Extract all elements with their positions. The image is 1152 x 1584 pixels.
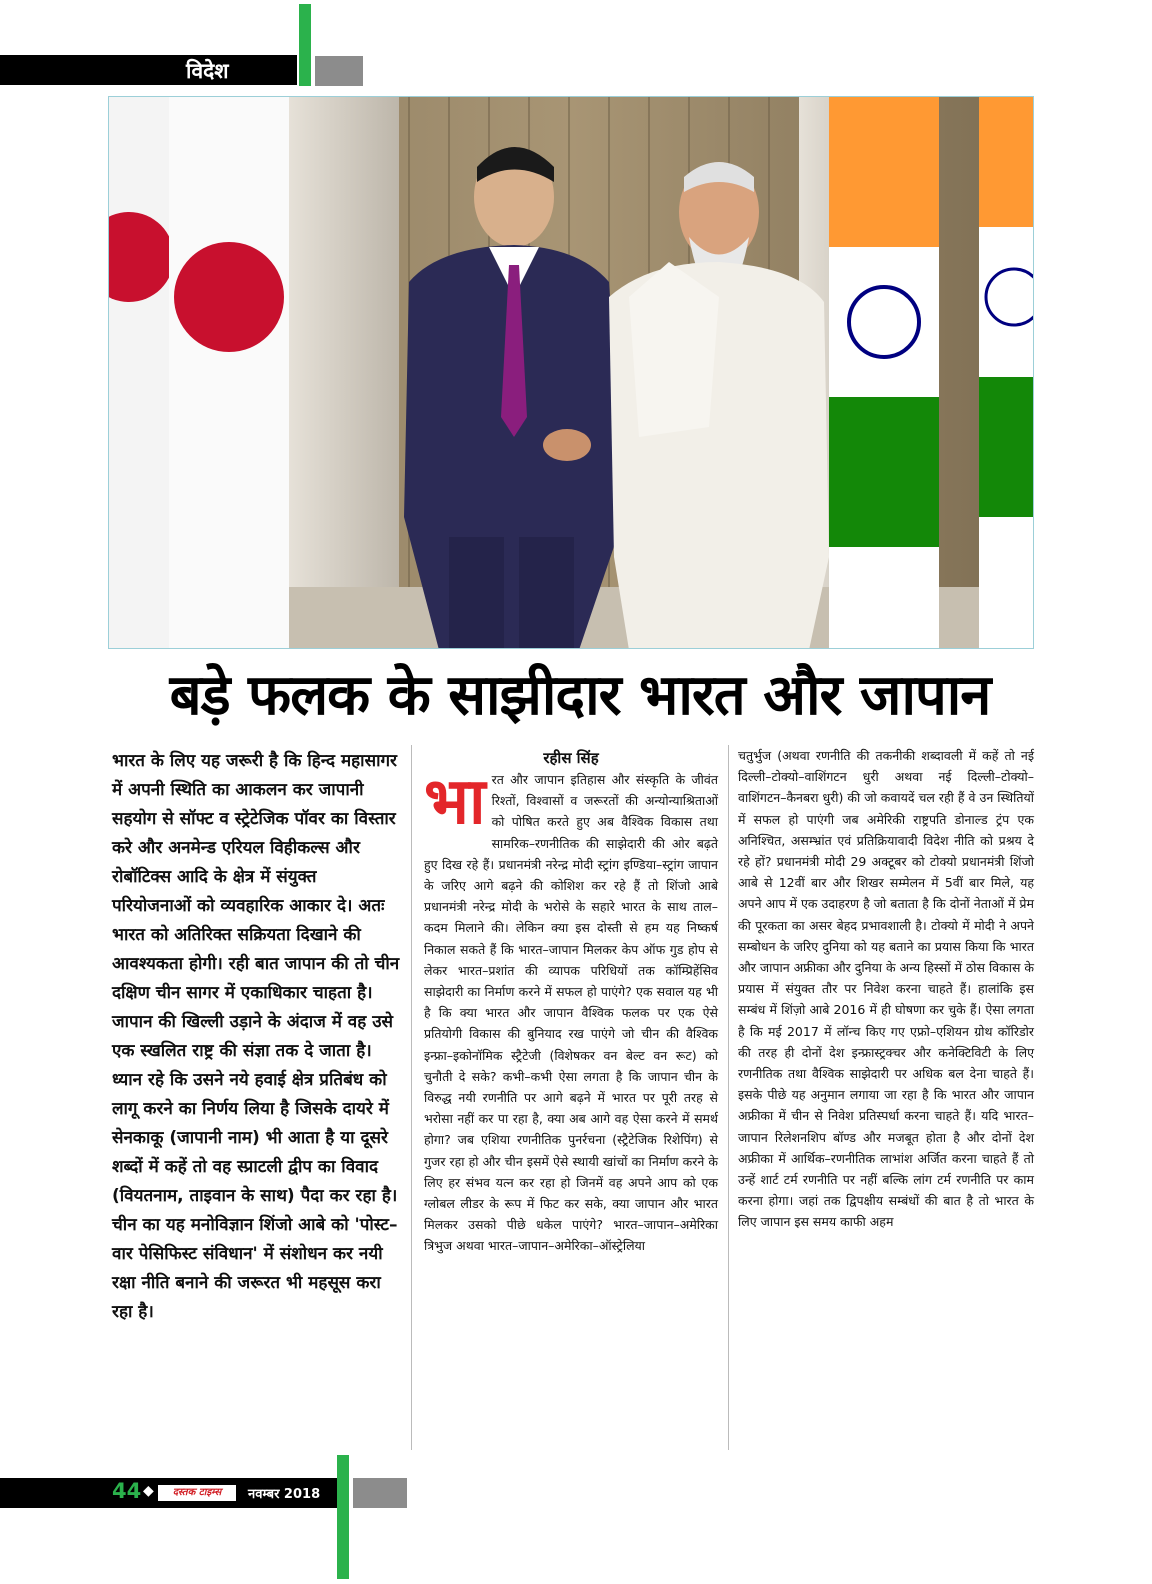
body-text-1: रत और जापान इतिहास और संस्कृति के जीवंत रिश्तों, विश्वासों व जरूरतों की अन्योन्याश्रिताओं को पोषित करते हुए अब वैश्विक विकास तथा सामरिक–रणनीतिक की साझेदारी की ओर बढ़ते हुए दिख रहे हैं। प्रधानमंत्री नरेन्द्र मोदी स्ट्रांग इण्डिया–स्ट्रांग जापान के जरिए आगे बढ़ने की कोशिश कर रहे हैं तो शिंजो आबे प्रधानमंत्री नरेन्द्र मोदी के भरोसे के सहारे भारत के साथ ताल–कदम मिलाने की। लेकिन क्या इस दोस्ती से हम यह निष्कर्ष निकाल सकते हैं कि भारत–जापान मिलकर केप ऑफ गुड होप से लेकर भारत–प्रशांत की व्यापक परिधियों तक कॉम्प्रिहेंसिव साझेदारी का निर्माण करने में सफल हो पाएंगे? एक सवाल यह भी है कि क्या भारत और जापान वैश्विक फलक पर एक ऐसे प्रतियोगी विकास की बुनियाद रख पाएंगे जो चीन की वैश्विक इन्फ्रा–इकोनॉमिक स्ट्रैटेजी (विशेषकर वन बेल्ट वन रूट) को चुनौती दे सके? कभी–कभी ऐसा लगता है कि जापान चीन के विरुद्ध नयी रणनीति पर आगे बढ़ने में भारत पर पूरी तरह से भरोसा नहीं कर पा रहा है, क्या अब आगे वह ऐसा करने में समर्थ होगा? जब एशिया रणनीतिक पुनर्रचना (स्ट्रैटेजिक रिशेपिंग) से गुजर रहा हो और चीन इसमें ऐसे स्थायी खांचों का निर्माण करने के लिए हर संभव यत्न कर रहा हो जिनमें वह अपने आप को एक ग्लोबल लीडर के रूप में फिट कर सके, क्या जापान और भारत मिलकर उसको पीछे धकेल पाएंगे? भारत–जापान–अमेरिका त्रिभुज अथवा भारत–जापान–अमेरिका–ऑस्ट्रेलिया bbox=[424, 772, 718, 1254]
column-divider bbox=[728, 745, 729, 1450]
section-header-bar bbox=[0, 55, 297, 85]
section-label: विदेश bbox=[186, 59, 229, 83]
article-photo bbox=[108, 96, 1034, 649]
drop-cap: भा bbox=[424, 765, 486, 839]
page-number: 44 bbox=[112, 1479, 142, 1503]
intro-column bbox=[112, 747, 400, 1327]
body-column-1 bbox=[424, 747, 718, 1257]
photo-handshake-illustration bbox=[109, 97, 1034, 649]
column-divider bbox=[411, 745, 412, 1450]
issue-date: नवम्बर 2018 bbox=[248, 1487, 321, 1502]
body-text-2: चतुर्भुज (अथवा रणनीति की तकनीकी शब्दावली में कहें तो नई दिल्ली–टोक्यो–वाशिंगटन धुरी अथवा नई दिल्ली–टोक्यो–वाशिंगटन–कैनबरा धुरी) की जो कवायदें चल रही हैं वे उन स्थितियों में सफल हो पाएंगी जब अमेरिकी राष्ट्रपति डोनाल्ड ट्रंप एक अनिश्चित, असम्भ्रांत एवं प्रतिक्रियावादी विदेश नीति को प्रश्रय दे रहे हों? प्रधानमंत्री मोदी 29 अक्टूबर को टोक्यो प्रधानमंत्री शिंजो आबे से 12वीं बार और शिखर सम्मेलन में 5वीं बार मिले, यह अपने आप में एक उदाहरण है जो बताता है कि दोनों नेताओं में प्रेम की पूरकता का असर बेहद प्रभावशाली है। टोक्यो में मोदी ने अपने सम्बोधन के जरिए दुनिया को यह बताने का प्रयास किया कि भारत और जापान अफ्रीका और दुनिया के अन्य हिस्सों में ठोस विकास के प्रयास में संयुक्त तौर पर निवेश करना चाहते हैं। हालांकि इस सम्बंध में शिंज़ो आबे 2016 में ही घोषणा कर चुके हैं। ऐसा लगता है कि मई 2017 में लॉन्च किए गए एफ्रो–एशियन ग्रोथ कॉरिडोर की तरह ही दोनों देश इन्फ्रास्ट्रक्चर और कनेक्टिविटी के लिए रणनीतिक तथा वैश्विक साझेदारी पर अधिक बल देना चाहते हैं। इसके पीछे यह अनुमान लगाया जा रहा है कि भारत और जापान अफ्रीका में चीन से निवेश प्रतिस्पर्धा करना चाहते हैं। यदि भारत–जापान रिलेशनशिप बॉण्ड और मजबूत होता है और दोनों देश अफ्रीका में आर्थिक–रणनीतिक लाभांश अर्जित करना चाहते हैं तो उन्हें शार्ट टर्म रणनीति पर नहीं बल्कि लांग टर्म रणनीति पर काम करना होगा। जहां तक द्विपक्षीय सम्बंधों की बात है तो भारत के लिए जापान इस समय काफी अहम bbox=[738, 748, 1034, 1230]
author-byline: रहीस सिंह bbox=[543, 749, 599, 767]
header-grey-block bbox=[315, 56, 363, 86]
intro-text: भारत के लिए यह जरूरी है कि हिन्द महासागर में अपनी स्थिति का आकलन कर जापानी सहयोग से सॉफ्ट व स्ट्रेटेजिक पॉवर का विस्तार करे और अनमेन्ड एरियल विहीकल्स और रोबॉटिक्स आदि के क्षेत्र में संयुक्त परियोजनाओं को व्यवहारिक आकार दे। अतः भारत को अतिरिक्त सक्रियता दिखाने की आवश्यकता होगी। रही बात जापान की तो चीन दक्षिण चीन सागर में एकाधिकार चाहता है। जापान की खिल्ली उड़ाने के अंदाज में वह उसे एक स्खलित राष्ट्र की संज्ञा तक दे जाता है। ध्यान रहे कि उसने नये हवाई क्षेत्र प्रतिबंध को लागू करने का निर्णय लिया है जिसके दायरे में सेनकाकू (जापानी नाम) भी आता है या दूसरे शब्दों में कहें तो वह स्प्राटली द्वीप का विवाद (वियतनाम, ताइवान के साथ) पैदा कर रहा है। चीन का यह मनोविज्ञान शिंजो आबे को 'पोस्ट–वार पेसिफिस्ट संविधान' में संशोधन कर नयी रक्षा नीति बनाने की जरूरत भी महसूस करा रहा है। bbox=[112, 751, 400, 1322]
body-column-2 bbox=[738, 745, 1034, 1233]
footer-accent-bar bbox=[337, 1455, 349, 1579]
article-headline: बड़े फलक के साझीदार भारत और जापान bbox=[169, 663, 991, 728]
diamond-separator-icon: ◆ bbox=[143, 1483, 154, 1499]
magazine-logo: दस्तक टाइम्स bbox=[158, 1485, 236, 1501]
footer-grey-block bbox=[353, 1478, 407, 1508]
header-accent-bar bbox=[299, 4, 311, 86]
